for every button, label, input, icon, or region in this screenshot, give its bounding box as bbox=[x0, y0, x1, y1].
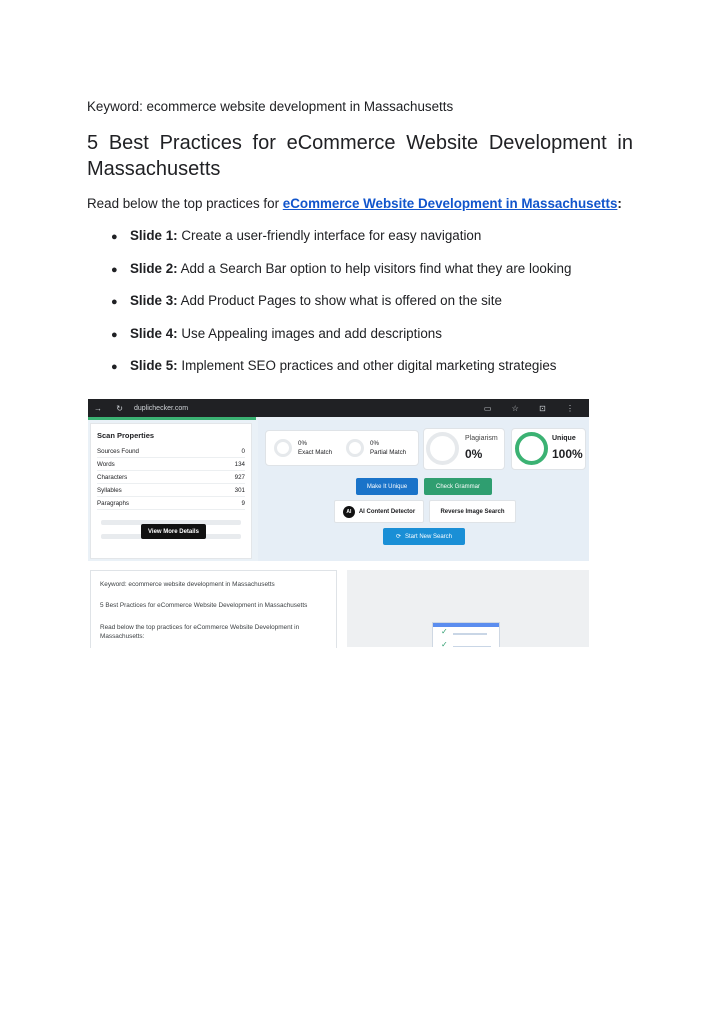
prop-label: Syllables bbox=[97, 487, 122, 494]
slide-text: Create a user-friendly interface for easy navigation bbox=[177, 228, 482, 243]
partial-match-ring bbox=[346, 439, 364, 457]
intro-link[interactable]: eCommerce Website Development in Massachusetts bbox=[282, 196, 618, 211]
plagiarism-label: Plagiarism bbox=[465, 435, 498, 442]
practices-list bbox=[87, 228, 571, 391]
shot2-line: Keyword: ecommerce website development in Massachusetts bbox=[100, 581, 275, 588]
view-more-details-button[interactable]: View More Details bbox=[141, 524, 206, 539]
scan-properties-card bbox=[90, 423, 252, 559]
unique-ring bbox=[515, 432, 548, 465]
prop-value: 927 bbox=[234, 474, 245, 481]
start-new-search-label: Start New Search bbox=[405, 533, 453, 540]
slide-text: Implement SEO practices and other digital marketing strategies bbox=[177, 358, 557, 374]
list-item bbox=[87, 261, 571, 294]
prop-value: 0 bbox=[241, 448, 245, 455]
slide-text: Add a Search Bar option to help visitors find what they are looking bbox=[177, 260, 572, 276]
reverse-image-search-button[interactable]: Reverse Image Search bbox=[429, 500, 516, 523]
check-grammar-button[interactable]: Check Grammar bbox=[424, 478, 492, 495]
intro-paragraph bbox=[87, 196, 622, 211]
slide-label: Slide 2: bbox=[130, 260, 178, 276]
list-item bbox=[87, 358, 571, 391]
results-panel bbox=[258, 420, 589, 561]
ai-content-detector-button[interactable] bbox=[334, 500, 424, 523]
exact-match-label: Exact Match bbox=[298, 449, 333, 456]
page-title: 5 Best Practices for eCommerce Website Development in Massachusetts bbox=[87, 132, 633, 180]
make-it-unique-button[interactable]: Make It Unique bbox=[356, 478, 418, 495]
prop-row bbox=[97, 500, 245, 510]
ai-icon: AI bbox=[343, 506, 355, 518]
unique-card bbox=[511, 428, 586, 470]
progress-line bbox=[88, 417, 256, 420]
prop-row bbox=[97, 448, 245, 458]
slide-label: Slide 3: bbox=[130, 293, 178, 309]
exact-match-ring bbox=[274, 439, 292, 457]
prop-row bbox=[97, 474, 245, 484]
check-icon: ✓ bbox=[441, 640, 448, 647]
nav-icons: → ↻ bbox=[94, 403, 129, 413]
list-item bbox=[87, 228, 571, 261]
exact-match-pct: 0% bbox=[298, 440, 307, 447]
prop-label: Characters bbox=[97, 474, 128, 481]
intro-text: Read below the top practices for bbox=[87, 196, 283, 211]
refresh-icon: ⟳ bbox=[395, 534, 401, 540]
bullet-icon: ● bbox=[111, 263, 118, 276]
url-text: duplichecker.com bbox=[134, 404, 189, 412]
prop-label: Words bbox=[97, 461, 115, 468]
plagiarism-card bbox=[423, 428, 505, 470]
bullet-icon: ● bbox=[111, 328, 118, 341]
partial-match-pct: 0% bbox=[370, 440, 379, 447]
match-card bbox=[265, 430, 419, 466]
scan-properties-title: Scan Properties bbox=[97, 431, 155, 440]
plagiarism-value: 0% bbox=[465, 447, 483, 461]
browser-bar bbox=[88, 399, 589, 417]
prop-label: Paragraphs bbox=[97, 500, 129, 507]
slide-label: Slide 1: bbox=[130, 228, 178, 243]
intro-colon: : bbox=[617, 196, 622, 211]
document-illustration bbox=[432, 622, 500, 647]
check-icon: ✓ bbox=[441, 627, 448, 636]
keyword-line: Keyword: ecommerce website development in Massachusetts bbox=[87, 99, 454, 114]
shot2-line: 5 Best Practices for eCommerce Website Development in Massachusetts bbox=[100, 602, 308, 609]
text-line bbox=[453, 633, 487, 635]
slide-label: Slide 5: bbox=[130, 358, 178, 374]
plagiarism-ring bbox=[426, 432, 459, 465]
bullet-icon: ● bbox=[111, 296, 118, 309]
embedded-screenshot-text bbox=[90, 570, 337, 648]
shot2-line: Read below the top practices for eCommerce Website Development in Massachusetts: bbox=[100, 624, 300, 640]
unique-value: 100% bbox=[552, 447, 583, 461]
prop-row bbox=[97, 487, 245, 497]
embedded-screenshot-illustration bbox=[347, 570, 589, 647]
prop-value: 134 bbox=[234, 461, 245, 468]
prop-label: Sources Found bbox=[97, 448, 139, 455]
list-item bbox=[87, 326, 571, 359]
prop-value: 9 bbox=[241, 500, 245, 507]
prop-row bbox=[97, 461, 245, 471]
embedded-screenshot-results bbox=[88, 399, 589, 561]
bullet-icon: ● bbox=[111, 231, 118, 243]
prop-value: 301 bbox=[234, 487, 245, 494]
slide-text: Use Appealing images and add descriptions bbox=[177, 325, 442, 341]
unique-label: Unique bbox=[552, 435, 576, 442]
text-line bbox=[453, 646, 491, 647]
slide-text: Add Product Pages to show what is offered on the site bbox=[177, 293, 502, 309]
partial-match-label: Partial Match bbox=[370, 449, 407, 456]
slide-label: Slide 4: bbox=[130, 325, 178, 341]
browser-actions-icon: ▭ ☆ ⊡ ⋮ bbox=[483, 403, 583, 413]
start-new-search-button[interactable] bbox=[383, 528, 465, 545]
ai-button-label: AI Content Detector bbox=[358, 508, 416, 515]
list-item bbox=[87, 293, 571, 326]
bullet-icon: ● bbox=[111, 361, 118, 374]
